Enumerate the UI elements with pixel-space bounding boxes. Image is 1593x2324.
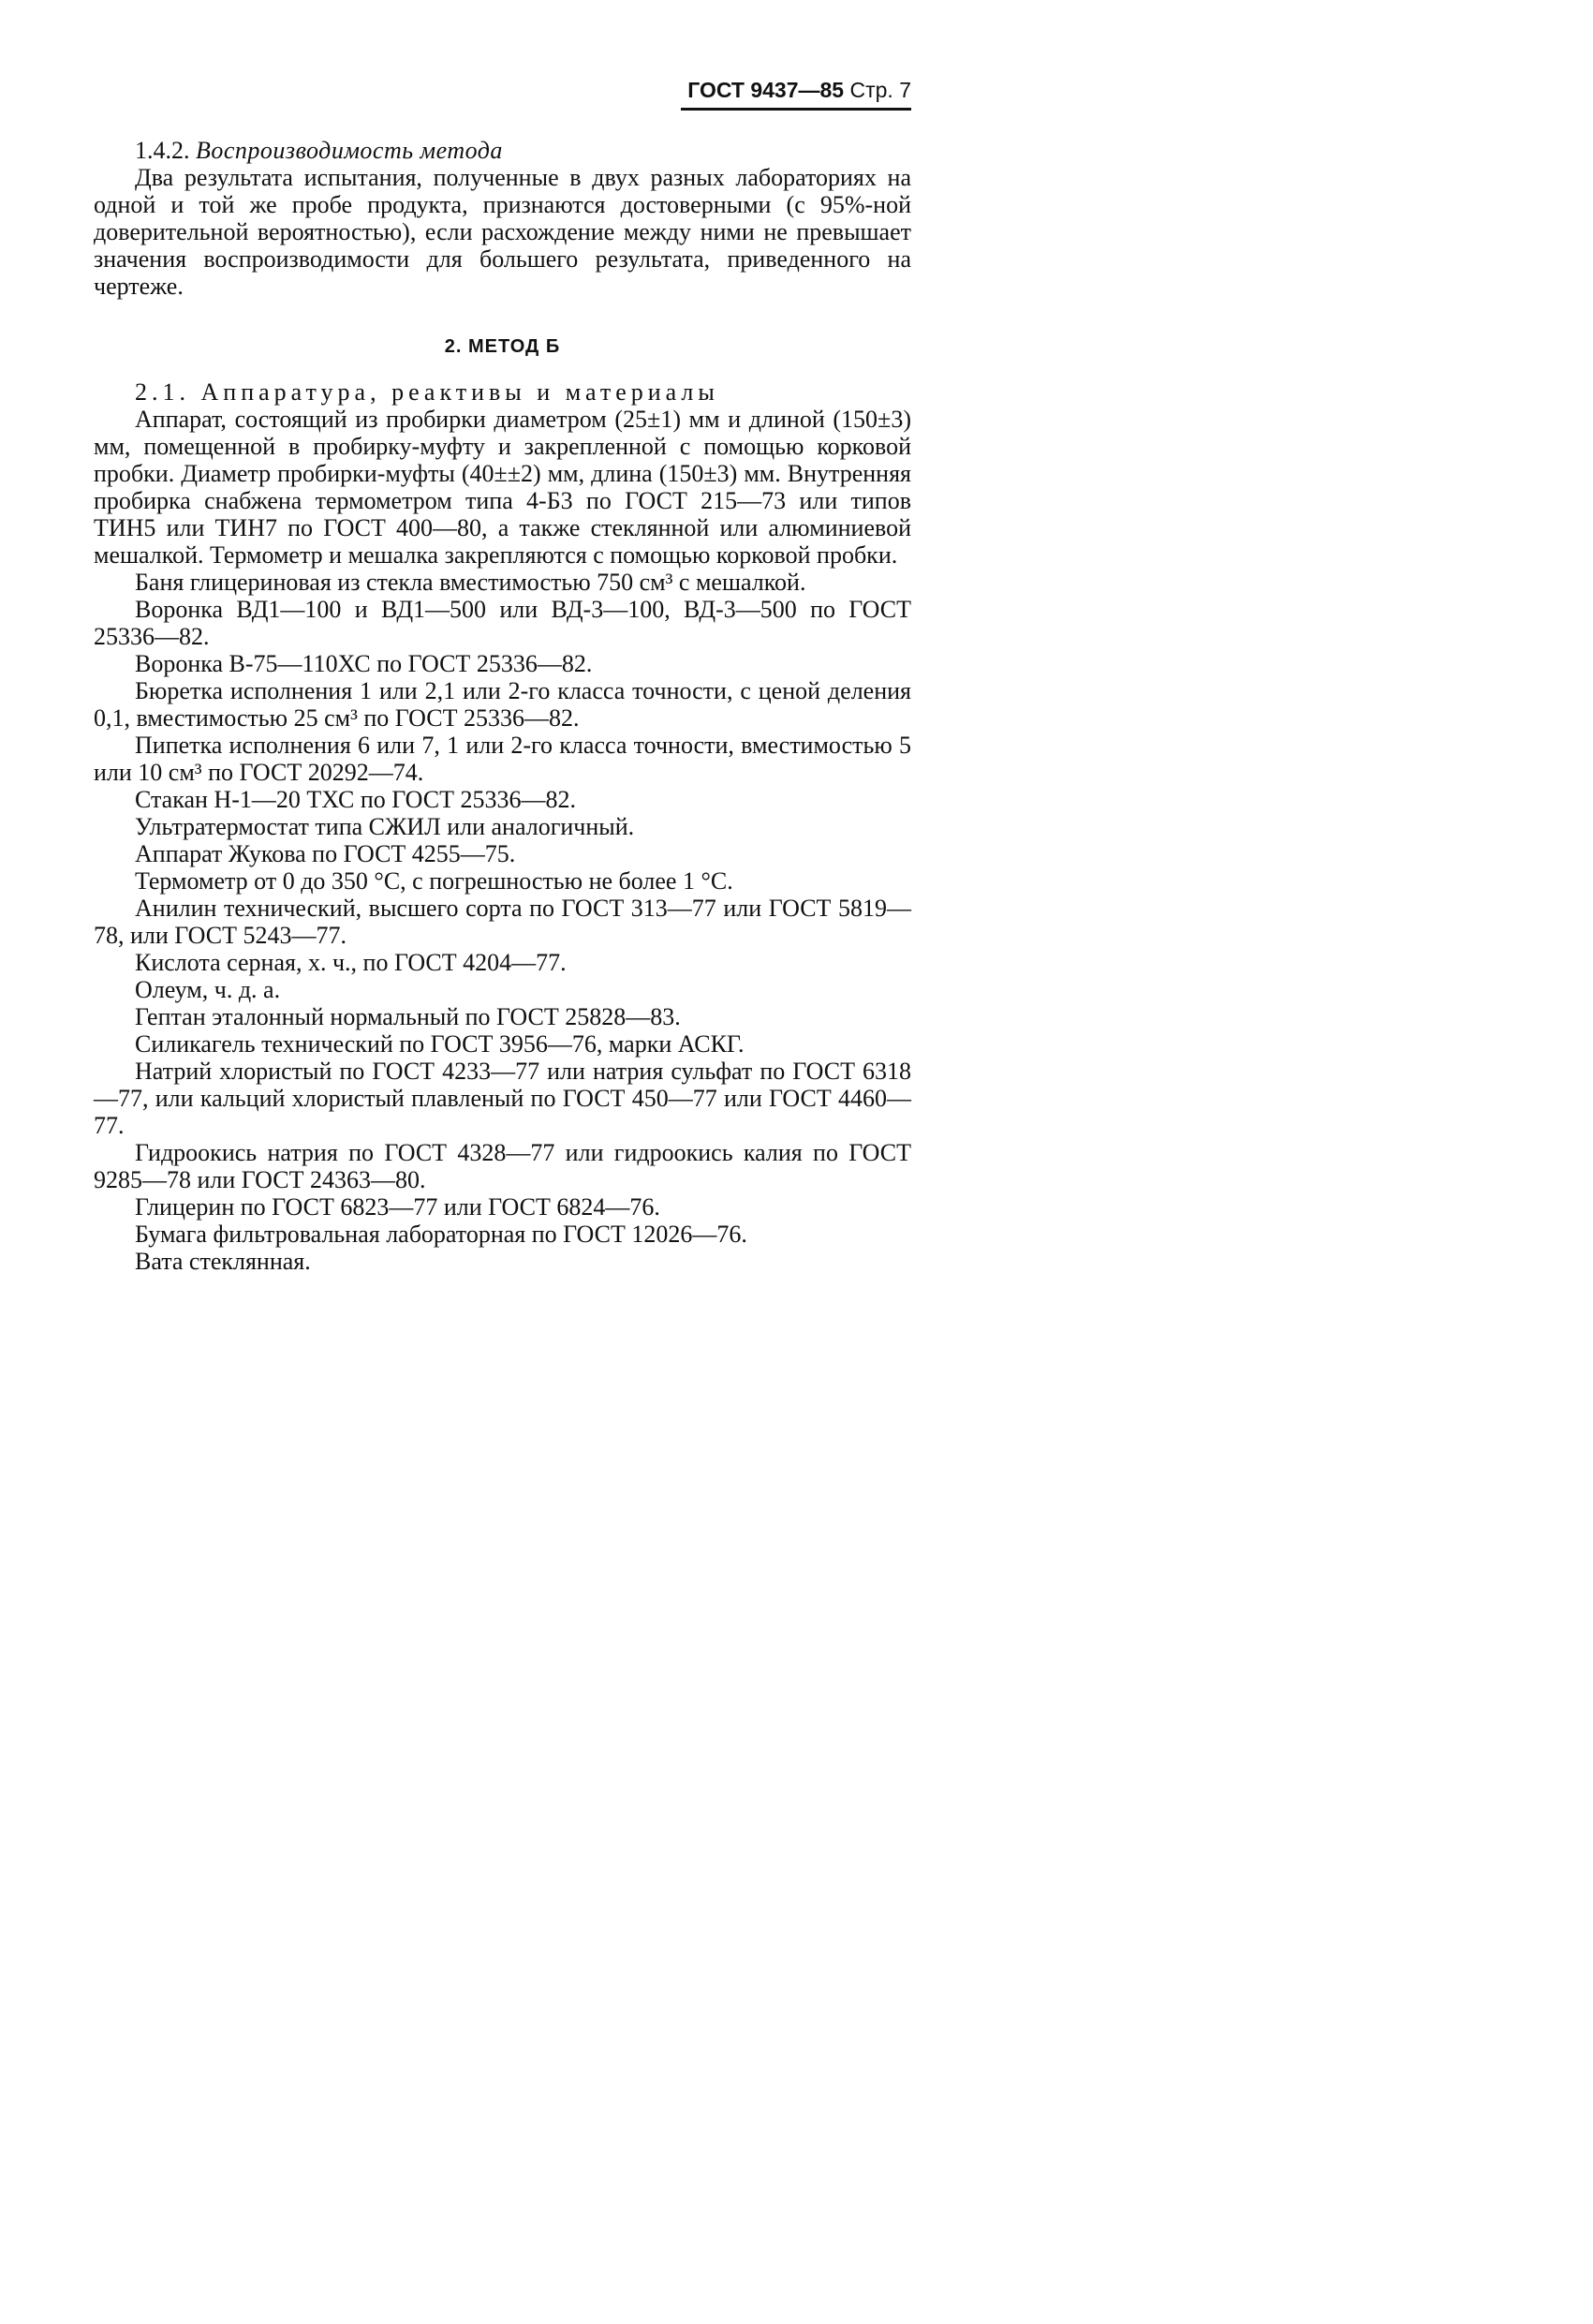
list-item: Воронка В-75—110ХС по ГОСТ 25336—82.	[135, 650, 593, 677]
document-page	[0, 0, 1014, 1479]
section-1-4-2-heading	[94, 137, 911, 164]
materials-list	[94, 406, 911, 1275]
document-body	[94, 137, 911, 1275]
list-item: Аппарат, состоящий из пробирки диаметром (25±1) мм и длиной (150±3) мм, помещенной в пробирку-муфту и закрепленной с помощью корковой пробки. Диаметр пробирки-муфты (40±±2) мм, длина (150±3) мм. Внутренняя пробирка снабжена термометром типа 4-Б3 по ГОСТ 215—73 или типов ТИН5 или ТИН7 по ГОСТ 400—80, а также стеклянной или алюминиевой мешалкой. Термометр и мешалка закрепляются с помощью корковой пробки.	[94, 406, 911, 569]
list-item: Натрий хлористый по ГОСТ 4233—77 или натрия сульфат по ГОСТ 6318—77, или кальций хлористый плавленый по ГОСТ 450—77 или ГОСТ 4460—77.	[94, 1058, 911, 1139]
list-item: Гидроокись натрия по ГОСТ 4328—77 или гидроокись калия по ГОСТ 9285—78 или ГОСТ 24363—80.	[94, 1139, 911, 1193]
list-item: Термометр от 0 до 350 °С, с погрешностью не более 1 °С.	[135, 867, 733, 895]
list-item: Силикагель технический по ГОСТ 3956—76, марки АСКГ.	[135, 1030, 745, 1058]
list-item: Бумага фильтровальная лабораторная по ГОСТ 12026—76.	[135, 1221, 747, 1248]
page-header	[681, 77, 911, 103]
list-item: Кислота серная, х. ч., по ГОСТ 4204—77.	[135, 949, 567, 976]
list-item: Пипетка исполнения 6 или 7, 1 или 2-го класса точности, вместимостью 5 или 10 см³ по ГОСТ 20292—74.	[94, 732, 911, 786]
section-1-4-2-text: Два результата испытания, полученные в двух разных лабораториях на одной и той же пробе продукта, признаются достоверными (с 95%-ной доверительной вероятностью), если расхождение между ними не превышает значения воспроизводимости для большего результата, приведенного на чертеже.	[94, 164, 911, 300]
list-item: Анилин технический, высшего сорта по ГОСТ 313—77 или ГОСТ 5819—78, или ГОСТ 5243—77.	[94, 895, 911, 949]
page-number: Стр. 7	[849, 78, 911, 102]
list-item: Гептан эталонный нормальный по ГОСТ 25828—83.	[135, 1003, 681, 1030]
list-item: Олеум, ч. д. а.	[135, 976, 281, 1003]
section-number: 2.1.	[135, 378, 190, 406]
list-item: Бюретка исполнения 1 или 2,1 или 2-го класса точности, с ценой деления 0,1, вместимостью 25 см³ по ГОСТ 25336—82.	[94, 677, 911, 732]
list-item: Вата стеклянная.	[135, 1248, 311, 1275]
section-2-1-heading	[94, 378, 911, 406]
standard-code: ГОСТ 9437—85	[687, 78, 845, 102]
section-number: 1.4.2.	[135, 137, 190, 164]
list-item: Ультратермостат типа СЖИЛ или аналогичный.	[135, 813, 635, 840]
section-title: Аппаратура, реактивы и материалы	[200, 378, 719, 406]
list-item: Аппарат Жукова по ГОСТ 4255—75.	[135, 840, 516, 867]
list-item: Воронка ВД1—100 и ВД1—500 или ВД-3—100, ВД-3—500 по ГОСТ 25336—82.	[94, 596, 911, 650]
list-item: Стакан Н-1—20 ТХС по ГОСТ 25336—82.	[135, 786, 576, 813]
section-2-title: 2. МЕТОД Б	[444, 336, 561, 357]
list-item: Глицерин по ГОСТ 6823—77 или ГОСТ 6824—76.	[135, 1193, 660, 1221]
header-rule	[681, 108, 911, 111]
section-title: Воспроизводимость метода	[196, 137, 503, 164]
list-item: Баня глицериновая из стекла вместимостью 750 см³ с мешалкой.	[135, 569, 806, 596]
